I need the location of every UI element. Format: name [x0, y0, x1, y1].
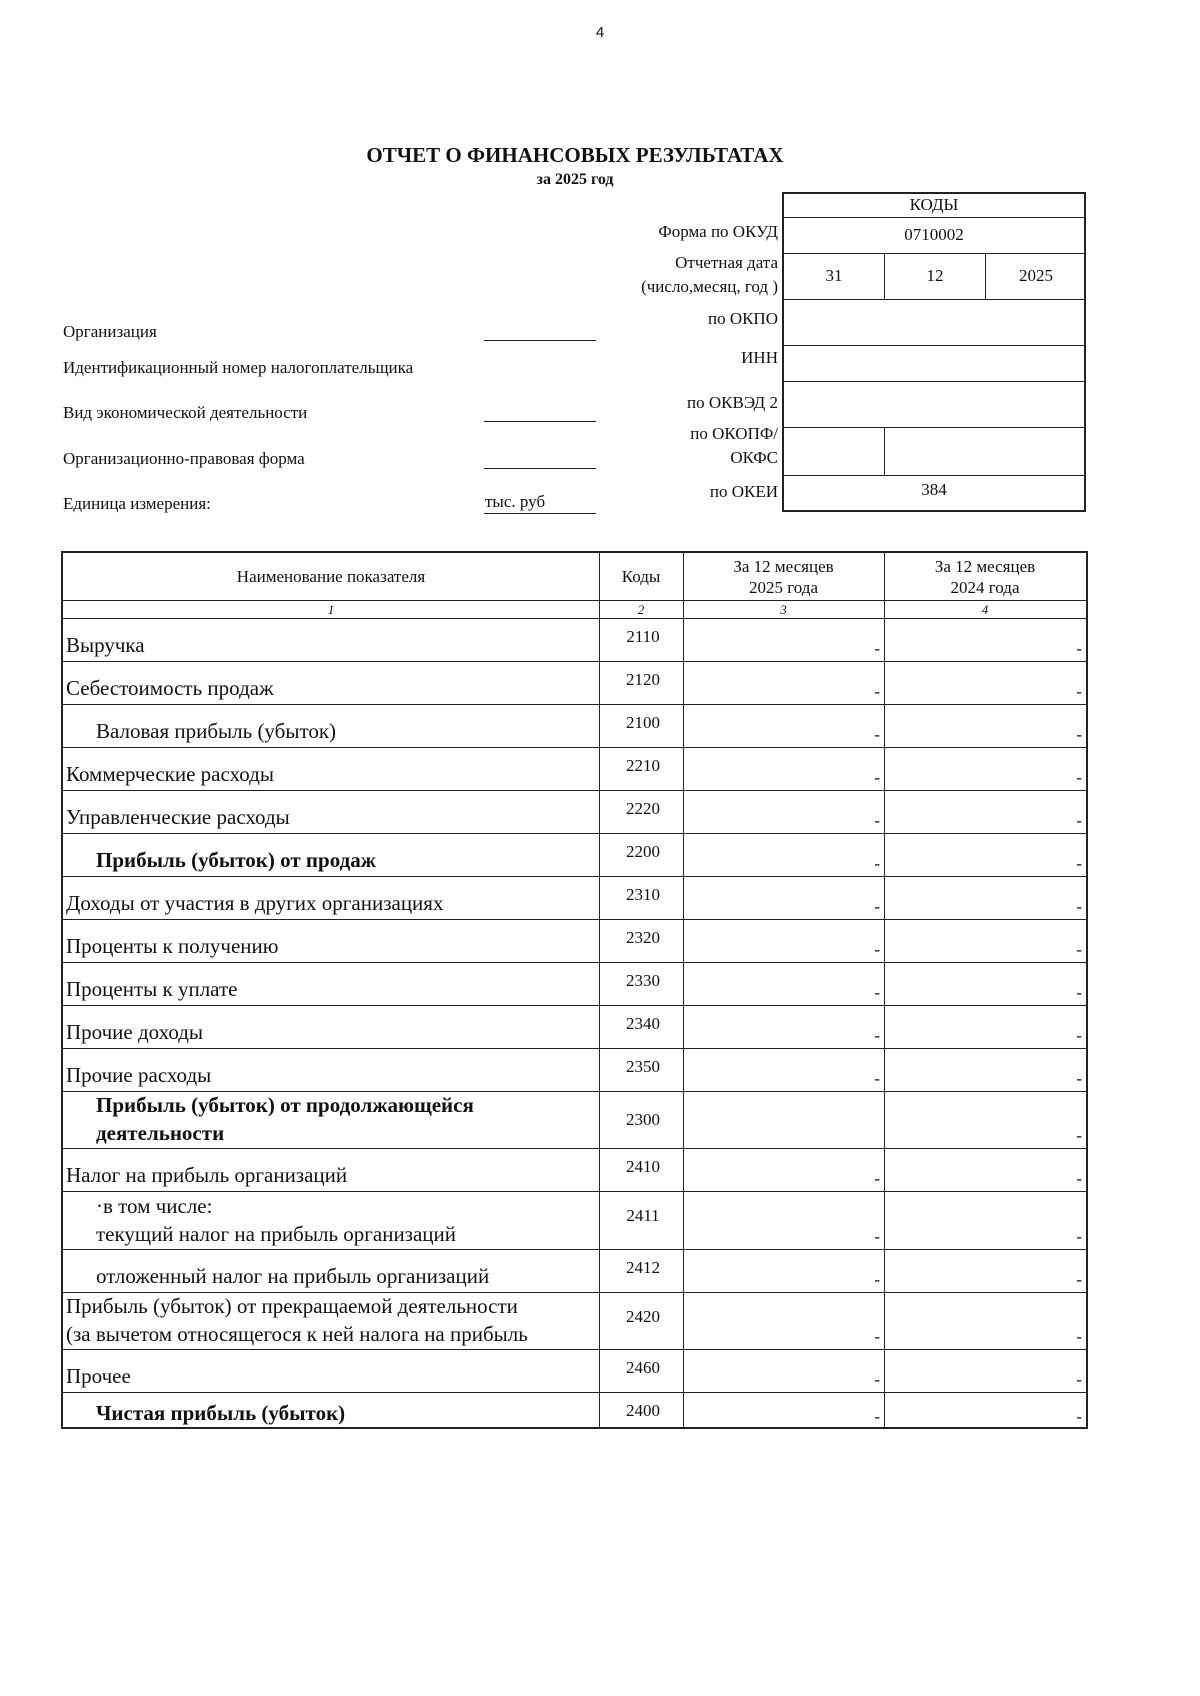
okfs-value [885, 428, 1086, 475]
report-year: 2025 [1019, 266, 1053, 285]
table-row [63, 791, 1086, 834]
row-name-line2: деятельности [96, 1121, 225, 1145]
row-name: Управленческие расходы [66, 805, 290, 829]
okud-label: Форма по ОКУД [658, 222, 778, 241]
row-name: Себестоимость продаж [66, 676, 274, 700]
okopf-row [784, 428, 1084, 476]
header-2024-line1: За 12 месяцев [934, 556, 1036, 576]
row-name: Проценты к получению [66, 934, 279, 958]
okopf-label-1: по ОКОПФ/ [690, 424, 778, 443]
row-code: 2420 [626, 1307, 660, 1326]
index-2: 2 [637, 602, 645, 617]
inn-value [784, 346, 1084, 382]
row-value-2025: - [874, 854, 880, 873]
col-divider [884, 553, 885, 1427]
inn-code-label: ИНН [741, 348, 778, 367]
row-code: 2340 [626, 1014, 660, 1033]
row-name: Доходы от участия в других организациях [66, 891, 444, 915]
header-name: Наименование показателя [236, 567, 426, 586]
okei-value: 384 [921, 480, 947, 499]
row-value-2024: - [1076, 1327, 1082, 1346]
table-index-row [63, 601, 1086, 619]
row-code: 2220 [626, 799, 660, 818]
row-value-2024: - [1076, 1069, 1082, 1088]
table-row [63, 748, 1086, 791]
row-value-2024: - [1076, 983, 1082, 1002]
header-2024-line2: 2024 года [950, 577, 1020, 597]
row-value-2025: - [874, 682, 880, 701]
legal-form-label: Организационно-правовая форма [63, 449, 305, 468]
index-4: 4 [981, 602, 989, 617]
table-row [63, 1293, 1086, 1350]
activity-label: Вид экономической деятельности [63, 403, 308, 422]
row-name: отложенный налог на прибыль организаций [96, 1264, 490, 1288]
row-value-2025: - [874, 1270, 880, 1289]
row-code: 2100 [626, 713, 660, 732]
row-code: 2200 [626, 842, 660, 861]
organization-label: Организация [63, 322, 157, 341]
header-2025-line2: 2025 года [748, 577, 818, 597]
inn-label: Идентификационный номер налогоплательщика [63, 358, 414, 377]
row-value-2025: - [874, 1407, 880, 1426]
row-code: 2120 [626, 670, 660, 689]
row-name [66, 1192, 596, 1248]
row-name: Выручка [66, 633, 145, 657]
row-code: 2110 [626, 627, 660, 646]
row-name: Чистая прибыль (убыток) [96, 1401, 346, 1425]
table-row [63, 619, 1086, 662]
row-value-2025: - [874, 897, 880, 916]
row-name: Прочие расходы [66, 1063, 212, 1087]
row-value-2025: - [874, 725, 880, 744]
legal-form-line [484, 468, 596, 469]
table-header-row [63, 553, 1086, 601]
row-value-2025: - [874, 1069, 880, 1088]
report-subtitle: за 2025 год [536, 171, 614, 188]
row-name [66, 1292, 596, 1348]
row-name-line1: ·в том числе: [96, 1194, 213, 1218]
row-value-2024: - [1076, 811, 1082, 830]
row-value-2024: - [1076, 1370, 1082, 1389]
okei-label: по ОКЕИ [709, 482, 778, 501]
table-row [63, 705, 1086, 748]
table-row [63, 1192, 1086, 1250]
row-value-2025: - [874, 1327, 880, 1346]
table-row [63, 1250, 1086, 1293]
row-name: Прочее [66, 1364, 131, 1388]
row-value-2025: - [874, 1026, 880, 1045]
row-code: 2310 [626, 885, 660, 904]
row-value-2024: - [1076, 1126, 1082, 1145]
row-value-2024: - [1076, 639, 1082, 658]
row-code: 2210 [626, 756, 660, 775]
table-row [63, 662, 1086, 705]
codes-grid [782, 192, 1086, 512]
codes-header: КОДЫ [784, 194, 1084, 218]
col-divider [683, 553, 684, 1427]
row-value-2024: - [1076, 1407, 1082, 1426]
row-value-2025: - [874, 811, 880, 830]
row-value-2024: - [1076, 854, 1082, 873]
table-row [63, 1393, 1086, 1429]
row-value-2025: - [874, 940, 880, 959]
row-name: Прочие доходы [66, 1020, 204, 1044]
row-value-2024: - [1076, 1026, 1082, 1045]
report-month: 12 [885, 254, 986, 299]
report-title: ОТЧЕТ О ФИНАНСОВЫХ РЕЗУЛЬТАТАХ [366, 143, 784, 167]
row-value-2024: - [1076, 768, 1082, 787]
activity-line [484, 421, 596, 422]
row-code: 2411 [626, 1206, 660, 1225]
row-value-2024: - [1076, 1169, 1082, 1188]
row-name: Налог на прибыль организаций [66, 1163, 348, 1187]
header-code: Коды [621, 567, 661, 586]
row-value-2024: - [1076, 940, 1082, 959]
index-1: 1 [327, 602, 335, 617]
row-value-2025: - [874, 1370, 880, 1389]
unit-label: Единица измерения: [63, 494, 211, 513]
row-name-line1: Прибыль (убыток) от продолжающейся [96, 1093, 474, 1117]
okud-value: 0710002 [784, 218, 1084, 254]
header-2025 [683, 553, 884, 600]
index-3: 3 [780, 602, 787, 617]
row-name: Коммерческие расходы [66, 762, 274, 786]
okved-label: по ОКВЭД 2 [687, 393, 778, 412]
row-value-2024: - [1076, 1227, 1082, 1246]
okpo-value [784, 300, 1084, 346]
row-value-2025: - [874, 1169, 880, 1188]
row-name: Прибыль (убыток) от продаж [96, 848, 376, 872]
row-value-2024: - [1076, 682, 1082, 701]
row-code: 2320 [626, 928, 660, 947]
report-day: 31 [784, 254, 885, 299]
row-code: 2460 [626, 1358, 660, 1377]
table-row [63, 877, 1086, 920]
header-2024 [884, 553, 1086, 600]
report-date-label-2: (число,месяц, год ) [641, 277, 778, 296]
row-code: 2330 [626, 971, 660, 990]
row-value-2025: - [874, 983, 880, 1002]
row-name [66, 1091, 596, 1147]
table-row [63, 1092, 1086, 1149]
row-value-2024: - [1076, 1270, 1082, 1289]
table-row [63, 834, 1086, 877]
unit-value: тыс. руб [485, 492, 546, 511]
row-name-line2: текущий налог на прибыль организаций [96, 1222, 457, 1246]
row-code: 2412 [626, 1258, 660, 1277]
table-row [63, 1350, 1086, 1393]
row-value-2025: - [874, 639, 880, 658]
okopf-label-2: ОКФС [730, 448, 778, 467]
okpo-label: по ОКПО [707, 309, 778, 328]
row-name: Валовая прибыль (убыток) [96, 719, 337, 743]
report-date-label-1: Отчетная дата [675, 253, 778, 272]
row-value-2024: - [1076, 897, 1082, 916]
table-row [63, 920, 1086, 963]
col-divider [599, 553, 600, 1427]
row-code: 2350 [626, 1057, 660, 1076]
organization-line [484, 340, 596, 341]
row-code: 2410 [626, 1157, 660, 1176]
row-value-2024: - [1076, 725, 1082, 744]
okopf-value [784, 428, 885, 475]
row-code: 2300 [626, 1110, 660, 1129]
table-row [63, 1006, 1086, 1049]
row-name-line1: Прибыль (убыток) от прекращаемой деятельности [66, 1294, 518, 1318]
page-number: 4 [595, 24, 605, 41]
financial-results-table [61, 551, 1088, 1429]
row-code: 2400 [626, 1401, 660, 1420]
table-row [63, 1049, 1086, 1092]
header-2025-line1: За 12 месяцев [733, 556, 834, 576]
row-name-line2: (за вычетом относящегося к ней налога на прибыль [66, 1322, 528, 1346]
row-name: Проценты к уплате [66, 977, 238, 1001]
unit-line [484, 513, 596, 514]
row-value-2025: - [874, 768, 880, 787]
report-date-row [784, 254, 1084, 300]
okved-value [784, 382, 1084, 428]
table-row [63, 1149, 1086, 1192]
row-value-2025: - [874, 1227, 880, 1246]
table-row [63, 963, 1086, 1006]
